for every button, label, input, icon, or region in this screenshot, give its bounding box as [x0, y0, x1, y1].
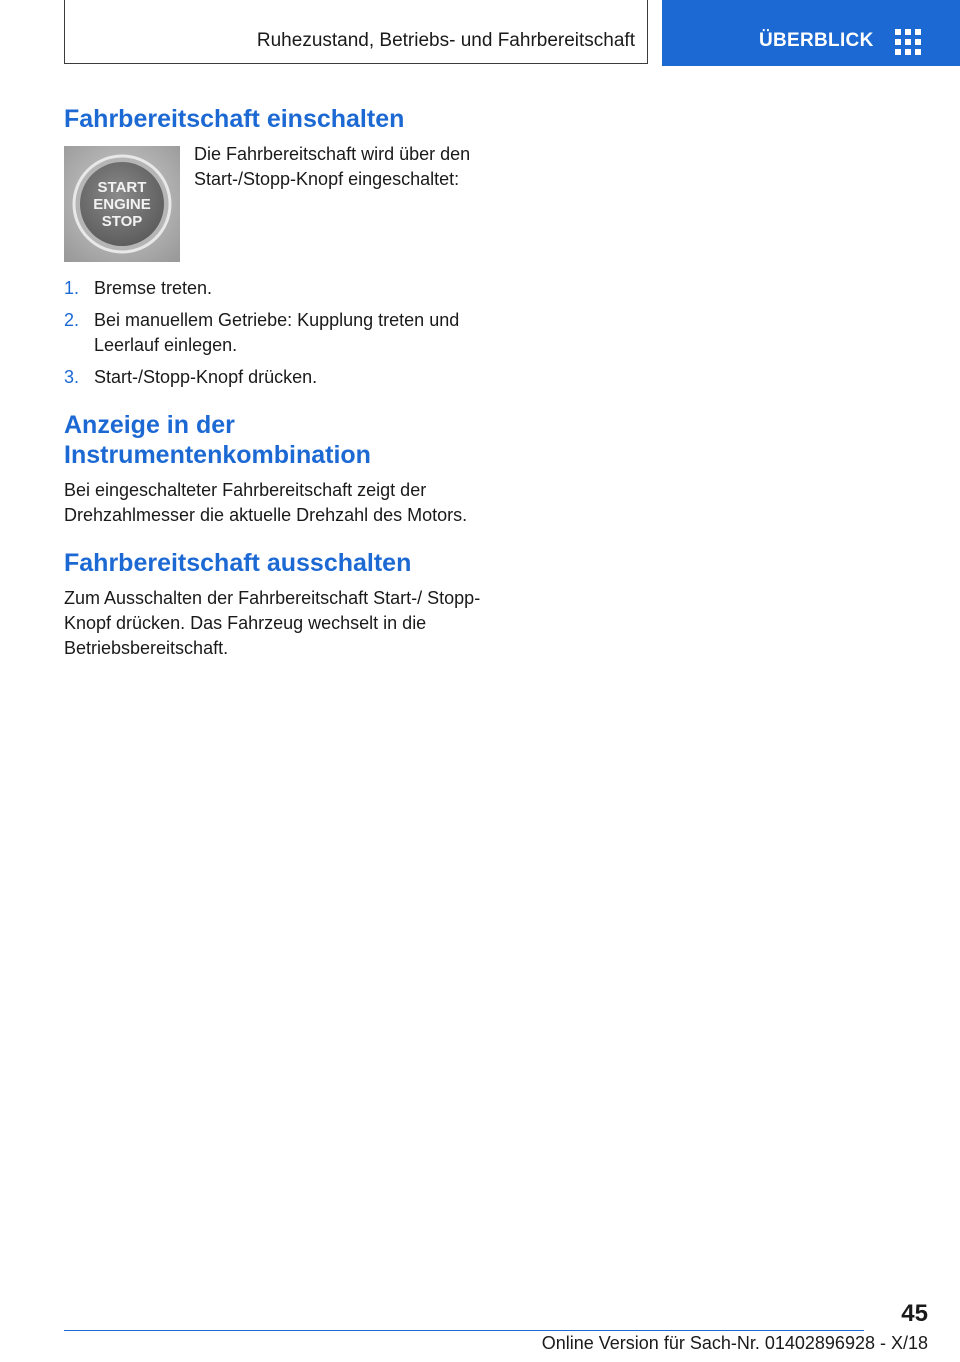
section-switch-on — [64, 104, 484, 390]
section-text: Bei eingeschalteter Fahrbereitschaft zeigt der Drehzahlmesser die aktuelle Drehzahl des Motors. — [64, 480, 468, 525]
footer-version-text: Online Version für Sach-Nr. 01402896928 - X/18 — [541, 1333, 928, 1353]
section-tab-label: ÜBERBLICK — [759, 30, 874, 51]
step-number: 1. — [64, 278, 80, 298]
list-item — [64, 308, 484, 358]
section-heading: Anzeige in der Instrumentenkombination — [64, 411, 371, 469]
page-content — [64, 104, 484, 661]
step-text: Bremse treten. — [94, 278, 213, 298]
section-tab-overview[interactable] — [662, 0, 960, 66]
step-number: 2. — [64, 310, 80, 330]
section-display — [64, 410, 484, 528]
button-line-start: START — [97, 179, 147, 196]
grid-icon — [895, 29, 921, 55]
section-text: Zum Ausschalten der Fahrbereitschaft Start-/ Stopp-Knopf drücken. Das Fahrzeug wechselt in die Betriebsbereitschaft. — [64, 588, 481, 658]
section-heading: Fahrbereitschaft einschalten — [64, 105, 405, 133]
intro-block — [64, 146, 484, 262]
start-engine-stop-button-icon — [64, 146, 180, 262]
chapter-header — [64, 0, 648, 64]
button-line-stop: STOP — [101, 213, 143, 230]
step-text: Start-/Stopp-Knopf drücken. — [94, 367, 318, 387]
section-heading: Fahrbereitschaft ausschalten — [64, 549, 412, 577]
step-number: 3. — [64, 367, 80, 387]
chapter-title: Ruhezustand, Betriebs- und Fahrbereitschaft — [256, 30, 635, 51]
footer-divider — [64, 1330, 864, 1331]
button-line-engine: ENGINE — [93, 196, 151, 213]
section-switch-off — [64, 548, 484, 661]
list-item — [64, 365, 484, 390]
list-item — [64, 276, 484, 301]
step-list — [64, 276, 484, 390]
intro-text: Die Fahrbereitschaft wird über den Start-/Stopp-Knopf eingeschaltet: — [194, 144, 471, 189]
page-number: 45 — [901, 1300, 928, 1327]
step-text: Bei manuellem Getriebe: Kupplung treten und Leerlauf einlegen. — [94, 310, 460, 355]
